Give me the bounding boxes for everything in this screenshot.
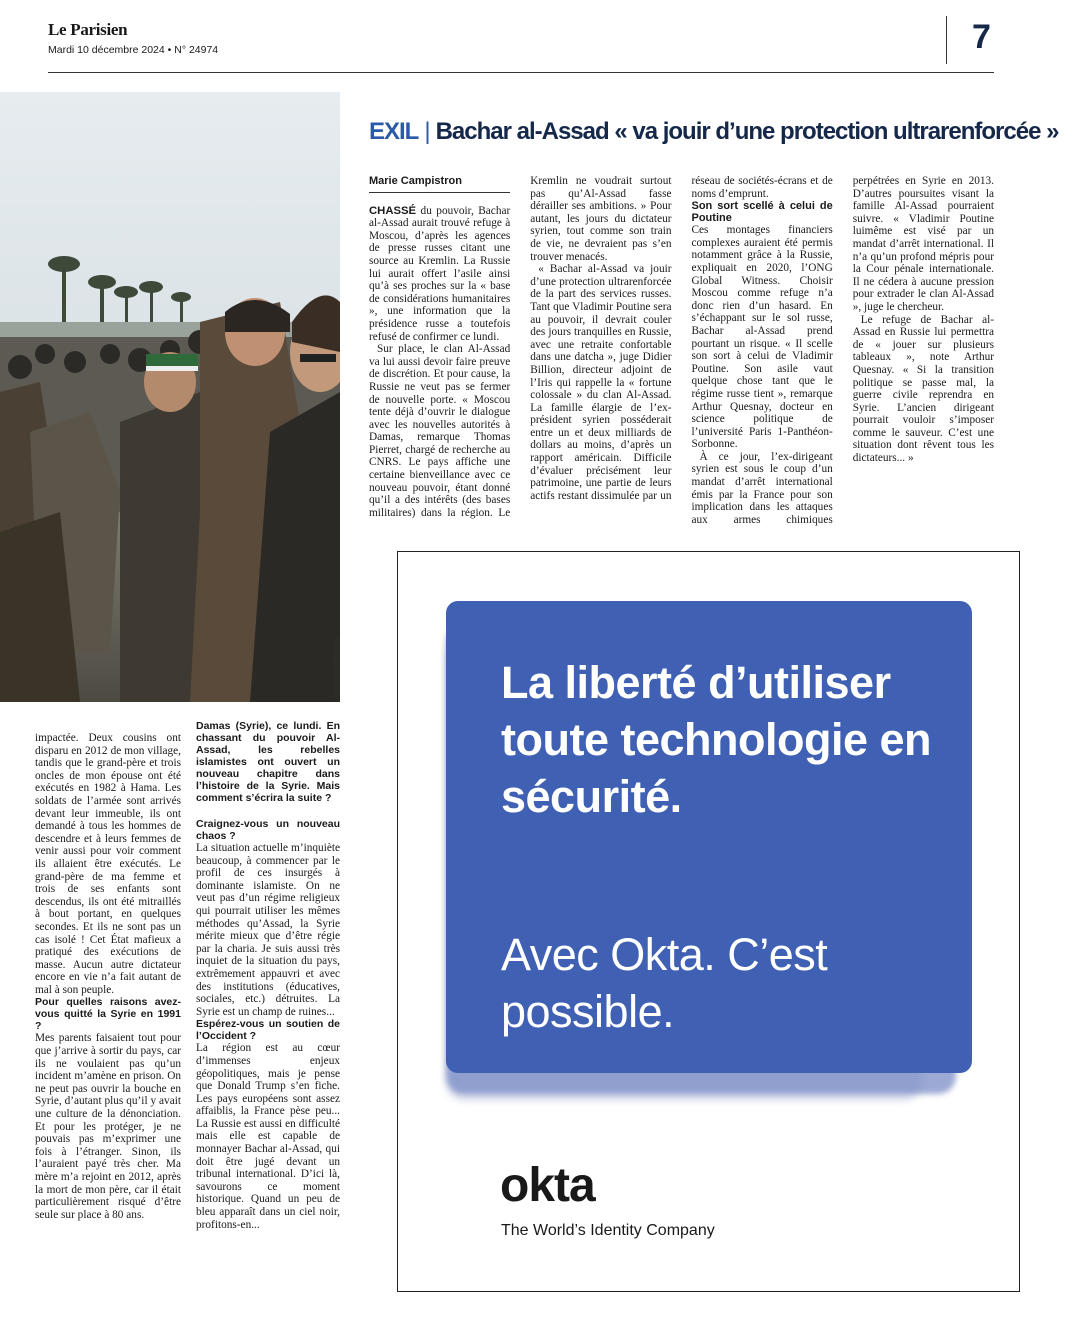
ad-headline: La liberté d’utiliser toute technologie en sécurité.	[501, 657, 932, 822]
ad-tagline: The World’s Identity Company	[501, 1222, 715, 1239]
article-paragraph	[369, 205, 510, 344]
page-number: 7	[972, 18, 991, 56]
photo-caption: Damas (Syrie), ce lundi. En chassant du pouvoir Al-Assad, les rebelles islamistes ont ouvert un nouveau chapitre dans l’histoire de la Syrie. Mais comment s’écrira la suite ?	[196, 720, 340, 804]
ad-subheadline: Avec Okta. C’est possible.	[501, 929, 828, 1037]
article-paragraph: Le refuge de Bachar al-Assad en Russie lui permettra de « jouer sur plusieurs tableaux », note Arthur Quesnay. « Si la transition politique se passe mal, la guerre civile reprendra en Syrie. L’ancien dirigeant pourrait vouloir s’imposer comme le sauveur. C’est une situation dont rêvent tous les dictateurs... »	[852, 313, 994, 465]
interview-paragraph: La situation actuelle m’inquiète beaucoup, à commencer par le profil de ces insurgés à dominante islamiste. On ne veut pas d’un régime religieux qui pourrait utiliser les mêmes méthodes qu’Assad, la Syrie mérite mieux que d’être régie par la charia. Je suis aussi très inquiet de la situation du pays, extrêmement appauvri et avec des institutions (éducatives, sociales, etc.) détruites. La Syrie est un champ de ruines...	[196, 842, 340, 1018]
interview-paragraph: Mes parents faisaient tout pour que j’arrive à sortir du pays, car ils ne voulaient pas qu’un incident m’amène en prison. On ne peut pas ouvrir la bouche en Syrie, d’autant plus qu’il y avait une culture de la dénonciation. Et pour les protéger, je ne pouvais pas m’exprimer une fois à l’étranger. Sinon, ils l’auraient payé très cher. Ma mère m’a rejoint en 2012, après la mort de mon père, car il était particulièrement risqué d’être seule sur place à 80 ans.	[35, 1032, 181, 1221]
article-byline: Marie Campistron	[369, 175, 510, 193]
article-paragraph: À ce jour, l’ex-dirigeant syrien est sous le coup d’un mandat d’arrêt international émis par la France pour son implication dans les attaques aux armes chimiques perpétrées en Syrie en 2013. D’autres poursuites visant la famille Al-Assad pourraient suivre. « Vladimir Poutine luimême est visé par un mandat d’arrêt international. Il n’a qu’un profond mépris pour la Cour pénale internationale. Il ne cédera à aucune pression pour extrader le clan Al-Assad », juge le chercheur.	[691, 175, 994, 526]
interview-question: Craignez-vous un nouveau chaos ?	[196, 818, 340, 842]
article-paragraph-text: du pouvoir, Bachar al-Assad aurait trouvé refuge à Moscou, d’après les agences de presse russes citant une source au Kremlin. La Russie lui aurait offert l’asile ainsi qu’à ses proches sur la « base de considérations humanitaires », une information que la présidence russe a toutefois refusé de confirmer ce lundi.	[369, 204, 511, 343]
interview-paragraph: impactée. Deux cousins ont disparu en 2012 de mon village, tandis que le grand-père et trois oncles de mon épouse ont été exécutés en 1982 à Hama. Les soldats de l’armée sont arrivés devant leur immeuble, ils ont demandé à tous les hommes de descendre et à leurs femmes de venir aussi pour voir comment ils allaient être exécutés. Le grand-père de ma femme et trois de ses enfants sont descendus, ils ont été mitraillés à bout portant, en quelques secondes. Et ils ne sont pas un cas isolé ! Cet État mafieux a pratiqué des exécutions de masse. Aucun autre dictateur encore en vie n’a fait autant de mal à son peuple.	[35, 732, 181, 996]
issue-date: Mardi 10 décembre 2024 • N° 24974	[48, 44, 219, 56]
photo-credit	[331, 600, 341, 700]
lead-word: CHASSÉ	[369, 204, 417, 217]
interview-column-1	[35, 732, 181, 1221]
header-divider	[946, 16, 947, 64]
article-subhead: Son sort scellé à celui de Poutine	[691, 200, 833, 225]
article-headline	[369, 118, 1059, 146]
photo-credit-text: AFP/LOUAI BESHARA	[334, 636, 340, 698]
article-paragraph: Ces montages financiers complexes auraient été permis notamment grâce à la Russie, expliquait en 2020, l’ONG Global Witness. Choisir Moscou comme refuge n’a donc rien d’un hasard. En s’échappant sur le sol russe, Bachar al-Assad prend pourtant un risque. « Il scelle son sort à celui de Vladimir Poutine. Son asile vaut quelque chose tant que le régime russe tient », remarque Arthur Quesnay, docteur en science politique de l’université Paris 1-Panthéon-Sorbonne.	[691, 224, 833, 451]
interview-question: Espérez-vous un soutien de l’Occident ?	[196, 1018, 340, 1043]
newspaper-logo: Le Parisien	[48, 20, 128, 39]
article-body	[369, 175, 994, 527]
okta-logo: okta	[500, 1159, 595, 1212]
article-rubric: EXIL	[369, 118, 419, 145]
header-rule	[48, 72, 994, 73]
interview-paragraph: La région est au cœur d’immenses enjeux géopolitiques, mais je pense que Donald Trump s’en fiche. Les pays européens sont assez affaiblis, la France pèse peu... La Russie est aussi en difficulté mais elle est capable de monnayer Bachar al-Assad, qui doit être jugé devant un tribunal international. D’ici là, savourons ce moment historique. Quand un peu de bleu apparaît dans un ciel noir, profitons-en...	[196, 1042, 340, 1231]
article-title: Bachar al-Assad « va jouir d’une protection ultrarenforcée »	[435, 118, 1059, 145]
article-paragraph: Sur place, le clan Al-Assad va lui aussi devoir faire preuve de discrétion. Et pour cause, la Russie ne veut pas se fermer de nouvelle porte. « Moscou tente déjà d’ouvrir le dialogue avec les nouvelles autorités à Damas, remarque Thomas Pierret, chargé de recherche au CNRS. Le pays affiche une certaine bienveillance avec ce nouveau pouvoir, étant donné qu’il a des intérêts (des bases militaires) dans la région. Le Kremlin ne voudrait surtout pas qu’Al-Assad fasse dérailler ses ambitions. » Pour autant, les jours du dictateur syrien, tout comme son train de vie, ne devraient pas s’en trouver menacés.	[369, 175, 672, 519]
okta-advertisement[interactable]	[397, 551, 1020, 1292]
interview-question: Pour quelles raisons avez-vous quitté la Syrie en 1991 ?	[35, 996, 181, 1033]
news-photo	[0, 92, 340, 702]
article-paragraph: « Bachar al-Assad va jouir d’une protection ultrarenforcée de la part des services russes. Tant que Vladimir Poutine sera au pouvoir, il devrait couler des jours tranquilles en Russie, avec une retraite confortable dans une datcha », juge Didier Billion, directeur adjoint de l’Iris qui rappelle la « fortune colossale » du clan Al-Assad. La famille élargie de l’ex-président syrien posséderait entre un et deux milliards de dollars au moins, d’après un rapport américain. Difficile d’évaluer précisément leur patrimoine, une partie de leurs actifs restant dissimulée par un réseau de sociétés-écrans et de noms d’emprunt.	[530, 175, 833, 502]
interview-column-2	[196, 720, 340, 1231]
rubric-separator: |	[424, 118, 430, 145]
